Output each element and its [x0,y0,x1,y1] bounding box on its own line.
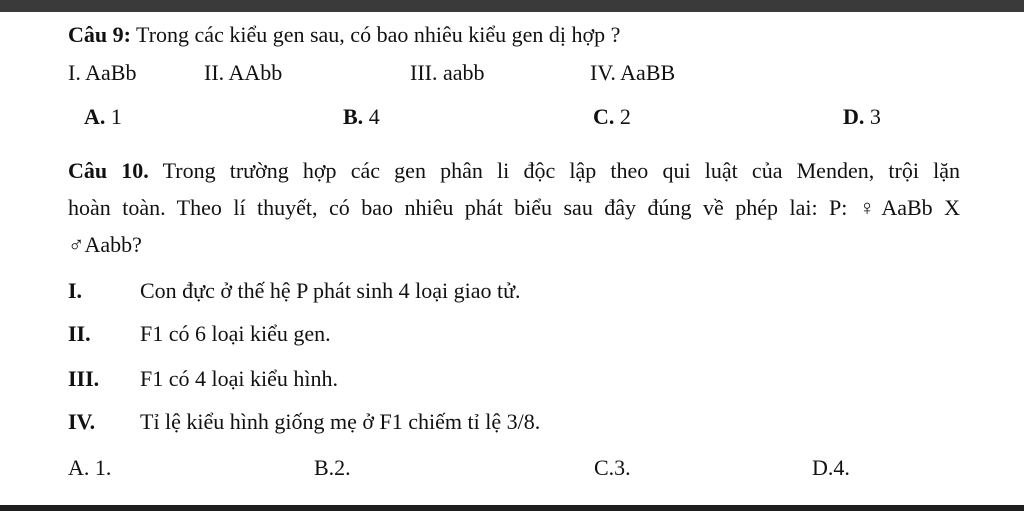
q10-statement-4-number: IV. [68,409,96,434]
q10-option-a: A. 1. [68,455,112,480]
q10-statement-3-text: F1 có 4 loại kiểu hình. [140,366,338,391]
q10-statement-1-text: Con đực ở thế hệ P phát sinh 4 loại giao tử. [140,278,521,303]
q9-option-d [843,104,881,130]
q9-genotype-3: III. aabb [410,60,485,85]
q9-option-b [343,104,380,130]
q9-label: Câu 9: [68,22,131,47]
q10-question-line-1 [68,158,960,184]
q10-label: Câu 10. [68,158,149,183]
q10-statement-2-text: F1 có 6 loại kiểu gen. [140,321,331,346]
q9-option-a-value: 1 [105,104,122,129]
bottom-edge-bar [0,505,1024,511]
q9-genotype-1: I. AaBb [68,60,137,85]
q10-statement-1-number: I. [68,278,83,303]
top-window-bar [0,0,1024,12]
q9-option-b-value: 4 [363,104,380,129]
q10-option-c: C.3. [594,455,631,480]
q10-statement-4-text: Tỉ lệ kiểu hình giống mẹ ở F1 chiếm tỉ lệ 3/8. [140,409,541,434]
q10-statement-2-number: II. [68,321,91,346]
q10-option-d: D.4. [812,455,850,480]
q9-option-a-letter: A. [84,104,106,129]
q9-option-d-letter: D. [843,104,865,129]
q10-question-line-3: ♂Aabb? [68,232,142,257]
q9-option-c-value: 2 [614,104,631,129]
q10-question-line-2: hoàn toàn. Theo lí thuyết, có bao nhiêu phát biểu sau đây đúng về phép lai: P: ♀AaBb X [68,195,960,220]
q9-genotype-4: IV. AaBB [590,60,676,85]
q9-question [68,22,620,48]
q9-genotype-2: II. AAbb [204,60,283,85]
q10-statement-3-number: III. [68,366,100,391]
q9-option-c [593,104,631,130]
q9-text: Trong các kiểu gen sau, có bao nhiêu kiểu gen dị hợp ? [130,22,621,47]
q9-option-b-letter: B. [343,104,364,129]
q9-option-c-letter: C. [593,104,615,129]
q9-option-d-value: 3 [864,104,881,129]
q10-line1-text: Trong trường hợp các gen phân li độc lập theo qui luật của Menden, trội lặn [148,158,960,183]
q10-option-b: B.2. [314,455,351,480]
q9-option-a [84,104,122,130]
